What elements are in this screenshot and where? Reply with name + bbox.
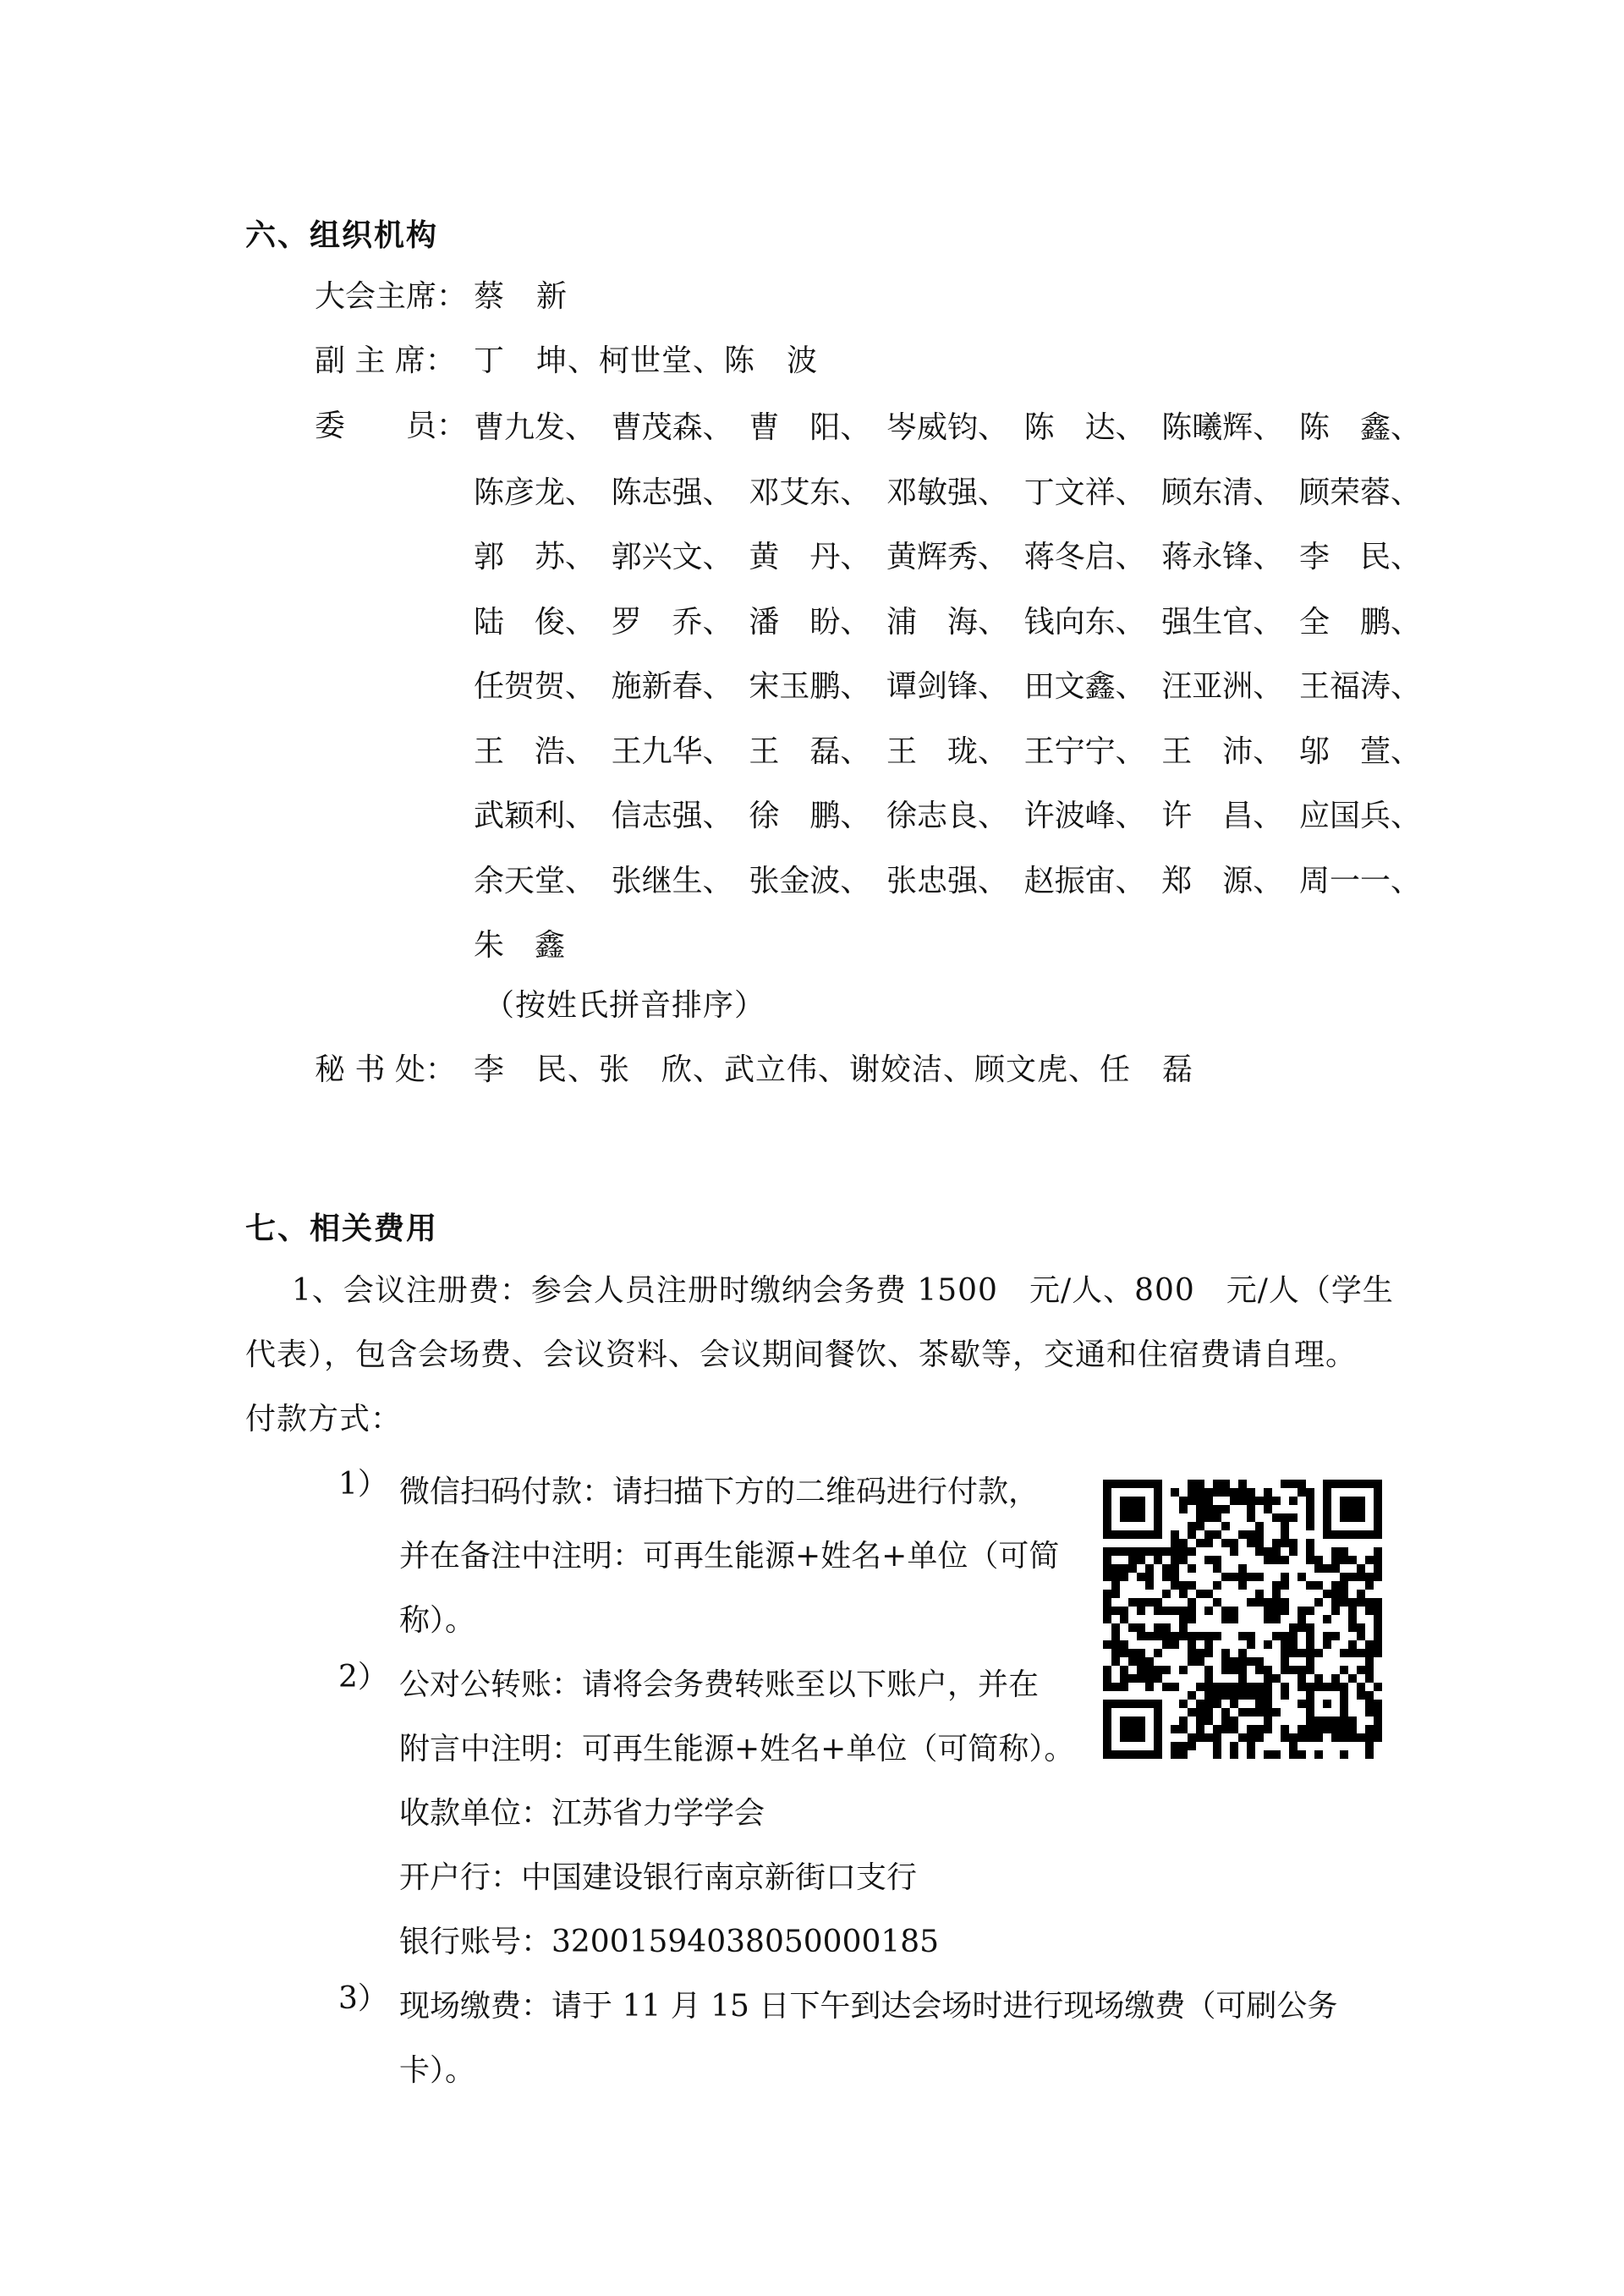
member-name: 谭剑锋、 (886, 669, 1008, 704)
member-name: 全 鹏、 (1298, 604, 1421, 640)
member-name: 曹 阳、 (749, 410, 871, 445)
list-body (399, 1975, 1337, 2103)
member-name: 郑 源、 (1161, 863, 1284, 898)
member-name: 岑威钧、 (886, 410, 1008, 445)
members-row (474, 849, 1421, 915)
member-name: 田文鑫、 (1023, 669, 1146, 704)
list-number: 3） (338, 1981, 388, 2016)
members-row (474, 590, 1421, 656)
members-sort-note: （按姓氏拼音排序） (484, 988, 766, 1023)
member-name: 徐 鹏、 (749, 799, 871, 833)
chair-value: 蔡 新 (474, 279, 568, 314)
member-name: 王福涛、 (1298, 669, 1421, 704)
members-row (474, 720, 1421, 785)
members-row (474, 461, 1421, 526)
member-name: 张忠强、 (886, 863, 1008, 898)
members-row (474, 784, 1421, 849)
members-list (474, 396, 1421, 979)
list-line: 卡）。 (399, 2053, 476, 2088)
member-name: 罗 乔、 (611, 604, 733, 640)
member-name: 信志强、 (611, 799, 733, 833)
member-name: 蒋永锋、 (1161, 540, 1284, 574)
member-name: 蒋冬启、 (1023, 540, 1146, 574)
member-name: 武颖利、 (474, 799, 596, 833)
member-name: 王 珑、 (886, 733, 1008, 769)
member-name: 邬 萱、 (1298, 733, 1421, 769)
account-number-line: 银行账号：32001594038050000185 (399, 1925, 940, 1959)
member-name: 邓敏强、 (886, 475, 1008, 510)
list-line: 称）。 (399, 1603, 476, 1638)
secretariat-label: 秘 书 处： (315, 1052, 456, 1087)
member-name: 王 沛、 (1161, 733, 1284, 769)
fee-paragraph-line: 代表），包含会场费、会议资料、会议期间餐饮、茶歇等，交通和住宿费请自理。 (245, 1338, 1358, 1372)
qr-code-icon[interactable] (1103, 1480, 1382, 1759)
member-name: 潘 盼、 (749, 604, 871, 640)
member-name: 邓艾东、 (749, 475, 871, 510)
member-name: 曹九发、 (474, 410, 596, 445)
member-name: 浦 海、 (886, 604, 1008, 640)
member-name: 钱向东、 (1023, 604, 1146, 640)
member-name: 强生官、 (1161, 604, 1284, 640)
member-name: 陈志强、 (611, 475, 733, 510)
member-name: 王 磊、 (749, 733, 871, 769)
members-row (474, 914, 1421, 979)
member-name: 汪亚洲、 (1161, 669, 1284, 704)
fee-paragraph-line: 1、会议注册费：参会人员注册时缴纳会务费 1500 元/人、800 元/人（学生 (292, 1273, 1394, 1308)
member-name: 朱 鑫 (474, 928, 566, 963)
member-name: 顾荣蓉、 (1298, 475, 1421, 510)
member-name: 徐志良、 (886, 799, 1008, 833)
member-name: 丁文祥、 (1023, 475, 1146, 510)
secretariat-value: 李 民、张 欣、武立伟、谢姣洁、顾文虎、任 磊 (474, 1052, 1194, 1087)
members-label: 委 员： (315, 409, 468, 443)
member-name: 曹茂森、 (611, 410, 733, 445)
list-body (399, 1653, 1074, 1975)
section-heading-organization: 六、组织机构 (245, 217, 439, 253)
member-name: 施新春、 (611, 669, 733, 704)
list-number: 1） (338, 1467, 388, 1502)
vice-chair-value: 丁 坤、柯世堂、陈 波 (474, 343, 819, 378)
member-name: 王 浩、 (474, 733, 596, 769)
fee-paragraph-line: 付款方式： (245, 1402, 403, 1436)
list-line: 微信扫码付款：请扫描下方的二维码进行付款， (399, 1475, 1040, 1509)
list-line: 公对公转账：请将会务费转账至以下账户，并在 (399, 1667, 1040, 1702)
member-name: 黄 丹、 (749, 540, 871, 574)
member-name: 许 昌、 (1161, 799, 1284, 833)
member-name: 陆 俊、 (474, 604, 596, 640)
bank-line: 开户行：中国建设银行南京新街口支行 (399, 1860, 918, 1895)
member-name: 陈曦辉、 (1161, 410, 1284, 445)
vice-chair-label: 副 主 席： (315, 343, 456, 378)
member-name: 陈 鑫、 (1298, 410, 1421, 445)
member-name: 陈彦龙、 (474, 475, 596, 510)
member-name: 郭兴文、 (611, 540, 733, 574)
list-body (399, 1460, 1059, 1653)
member-name: 张继生、 (611, 863, 733, 898)
member-name: 王九华、 (611, 733, 733, 769)
member-name: 陈 达、 (1023, 410, 1146, 445)
list-line: 并在备注中注明：可再生能源+姓名+单位（可简 (399, 1539, 1060, 1574)
member-name: 王宁宁、 (1023, 733, 1146, 769)
member-name: 顾东清、 (1161, 475, 1284, 510)
section-heading-fees: 七、相关费用 (245, 1211, 439, 1246)
list-line: 附言中注明：可再生能源+姓名+单位（可简称）。 (399, 1732, 1075, 1766)
members-row (474, 396, 1421, 461)
member-name: 任贺贺、 (474, 669, 596, 704)
member-name: 许波峰、 (1023, 799, 1146, 833)
payee-line: 收款单位：江苏省力学学会 (399, 1796, 765, 1831)
member-name: 周一一、 (1298, 863, 1421, 898)
member-name: 余天堂、 (474, 863, 596, 898)
member-name: 李 民、 (1298, 540, 1421, 574)
members-row (474, 525, 1421, 590)
member-name: 郭 苏、 (474, 540, 596, 574)
member-name: 宋玉鹏、 (749, 669, 871, 704)
member-name: 黄辉秀、 (886, 540, 1008, 574)
list-line: 现场缴费：请于 11 月 15 日下午到达会场时进行现场缴费（可刷公务 (399, 1989, 1338, 2024)
list-number: 2） (338, 1660, 388, 1695)
member-name: 张金波、 (749, 863, 871, 898)
members-row (474, 655, 1421, 720)
member-name: 应国兵、 (1298, 799, 1421, 833)
chair-label: 大会主席： (315, 279, 468, 314)
member-name: 赵振宙、 (1023, 863, 1146, 898)
